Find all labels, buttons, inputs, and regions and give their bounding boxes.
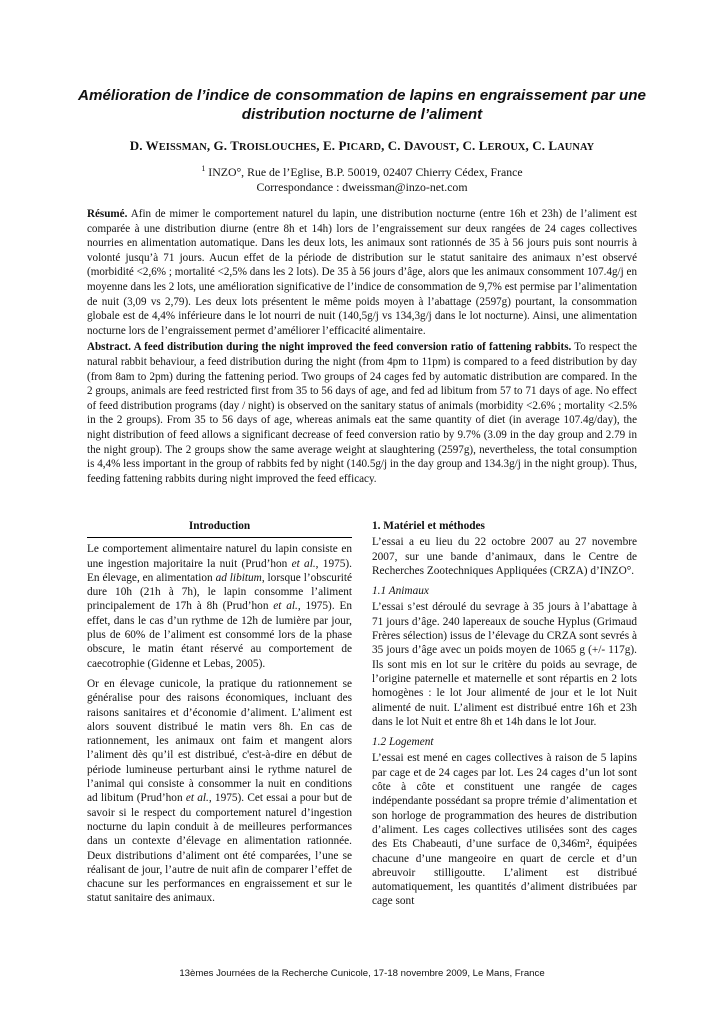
affiliation [60, 165, 664, 195]
left-column [87, 519, 352, 912]
animaux-subheading: 1.1 Animaux [372, 585, 429, 598]
resume-label: Résumé. [87, 208, 128, 220]
author-list [40, 138, 684, 154]
abstract-paragraph: Abstract. A feed distribution during the night improved the feed conversion ratio of fattening rabbits. To respect the natural rabbit behaviour, a feed distribution during the night (from 4pm to 11pm) is compared to a feed distribution by day (from 8am to 2pm) during the fattening period. Two groups of 24 cages fed by automatic distribution are compared. In the 2 groups, animals are feed restricted first from 35 to 56 days of age, and fed ad libitum from 57 to 71 days of age. No effect of feed distribution programs (day / night) is observed on the sanitary status of animals (morbidity <2.6% ; mortality <2.5% in the 2 groups). From 35 to 56 days of age, whereas animals eat the same quantity of diet (in average 107.4g/day), the night distribution of feed allows a significant decrease of feed conversion ratio by 9.7% (3.09 in the day group and 2.79 in the night group). The 2 groups show the same average weight at slaughtering (2597g), nevertheless, the total consumption is 4,4% less important in the group of rabbits fed by night (140.5g/j in the day group and 134.3g/j in the night group). Thus, feeding fattening rabbits during night improved the feed efficacy. [87, 341, 638, 485]
page-footer: 13èmes Journées de la Recherche Cunicole, 17-18 novembre 2009, Le Mans, France [179, 968, 545, 979]
abstract-label: Abstract. A feed distribution during the night improved the feed conversion ratio of fattening rabbits. [87, 341, 572, 354]
intro-paragraph-2: Or en élevage cunicole, la pratique du rationnement se généralise pour des raisons économiques, incluant des raisons sanitaires et d’économie d’aliment. L’aliment est alors souvent distribué le matin vers 8h. En cas de rationnement, les animaux ont faim et mangent alors l’aliment dès qu’il est distribué, c'est-à-dire en début de période lumineuse perturbant ainsi le rythme naturel de l’animal qui consiste à consommer la nuit en conditions ad libitum (Prud’hon et al., 1975). Cet essai a pour but de savoir si le respect du comportement naturel d’ingestion nocturne du lapin conduit à de meilleures performances dans un contexte d’élevage en alimentation rationnée. Deux distributions d’aliment ont été comparées, l’une se réalisant de jour, l’autre de nuit afin de comparer l’effet de chacune sur les performances en engraissement et sur le statut sanitaire des animaux. [87, 677, 353, 905]
resume-paragraph: Résumé. Afin de mimer le comportement naturel du lapin, une distribution nocturne (entre 16h et 23h) de l’aliment est comparée à une distribution diurne (entre 8h et 14h) lors de l’engraissement sur deux rangées de 24 cages collectives nourries en alimentation automatique. Dans les deux lots, les animaux sont rationnés de 35 à 56 jours puis sont nourris à volonté jusqu’à 71 jours. Aucun effet de la période de distribution sur le statut sanitaire des animaux n’est observé (morbidité <2,6% ; mortalité <2,5% dans les 2 lots). De 35 à 56 jours d’âge, alors que les animaux consomment 107.4g/j en moyenne dans les 2 lots, une amélioration significative de l’indice de consommation de 9,7% est permise par l’alimentation de nuit (3,09 vs 2,79). Les deux lots présentent le même poids moyen à l’abattage (2597g) pourtant, la consommation globale est de 4,4% inférieure dans le lot nourri de nuit (140,5g/j vs 134,3g/j dans le lot nocturne). Ainsi, une alimentation nocturne lors de l’engraissement permet d’améliorer l’efficacité alimentaire. [87, 208, 637, 337]
author-6: C. LAUNAY [532, 138, 595, 153]
paper-title: Amélioration de l’indice de consommation de lapins en engraissement par une distribution nocturne de l’aliment [78, 87, 646, 123]
intro-paragraph-1: Le comportement alimentaire naturel du lapin consiste en une ingestion majoritaire la nuit (Prud’hon et al., 1975). En élevage, en alimentation ad libitum, lorsque l’obscurité dure 10h (21h à 7h), le lapin consomme l’aliment principalement de 17h à 8h (Prud’hon et al., 1975). En effet, dans le cas d’un rythme de 12h de lumière par jour, plus de 60% de l’aliment est consommé lors de la phase obscure, le matin étant réservé au comportement de caecotrophie (Gidenne et Lebas, 2005). [87, 543, 352, 670]
right-column [372, 519, 637, 915]
author-5: C. LEROUX, [462, 138, 533, 153]
affiliation-address: $^1$ INZO°, Rue de l’Eglise, B.P. 50019, 02407 Chierry Cédex, France [201, 164, 523, 179]
author-3: E. PICARD, [323, 138, 388, 153]
methods-intro-paragraph: L’essai a eu lieu du 22 octobre 2007 au 27 novembre 2007, sur une bande d’animaux, dans le Centre de Recherches Zootechniques Appliquées (CRZA) d’INZO°. [372, 536, 637, 577]
animaux-paragraph: L’essai s’est déroulé du sevrage à 35 jours à l’abattage à 71 jours d’âge. 240 lapereaux de souche Hyplus (Grimaud Frères sélection) issus de l’élevage du CRZA sont sevrés à 35 jours d’âge avec un poids moyen de 1065 g (+/- 117g). Ils sont mis en lot sur le critère du poids au sevrage, de l’origine paternelle et maternelle et sont répartis en 2 lots homogènes : le lot Jour alimenté de jour et le lot Nuit alimenté de nuit. L’aliment est distribué entre 16h et 23h dans le lot Nuit et entre 8h et 14h dans le lot Jour. [372, 601, 637, 728]
author-2: G. TROISLOUCHES, [213, 138, 323, 153]
logement-subheading: 1.2 Logement [372, 736, 434, 749]
abstract-block [87, 207, 637, 488]
methods-heading: 1. Matériel et méthodes [372, 520, 485, 532]
introduction-heading: Introduction [87, 519, 352, 538]
author-4: C. DAVOUST, [387, 138, 463, 153]
correspondence-email[interactable]: Correspondance : dweissman@inzo-net.com [256, 180, 468, 194]
author-1: D. WEISSMAN, [129, 138, 214, 153]
logement-paragraph: L’essai est mené en cages collectives à raison de 5 lapins par cage et de 24 cages par lot. Les 24 cages d’un lot sont côte à côte et constituent une rangée de cages indépendante possédant sa propre trémie d’alimentation et son horloge de programmation des heures de distribution d’aliment. Les cages collectives utilisées sont des cages des Ets Chabeauti, d’une surface de 0,346m², équipées chacune d’une mangeoire en quart de cercle et d’un abreuvoir stilligoutte. L’aliment est distribué automatiquement, les quantités d’aliment distribuées par cage sont [372, 752, 637, 908]
